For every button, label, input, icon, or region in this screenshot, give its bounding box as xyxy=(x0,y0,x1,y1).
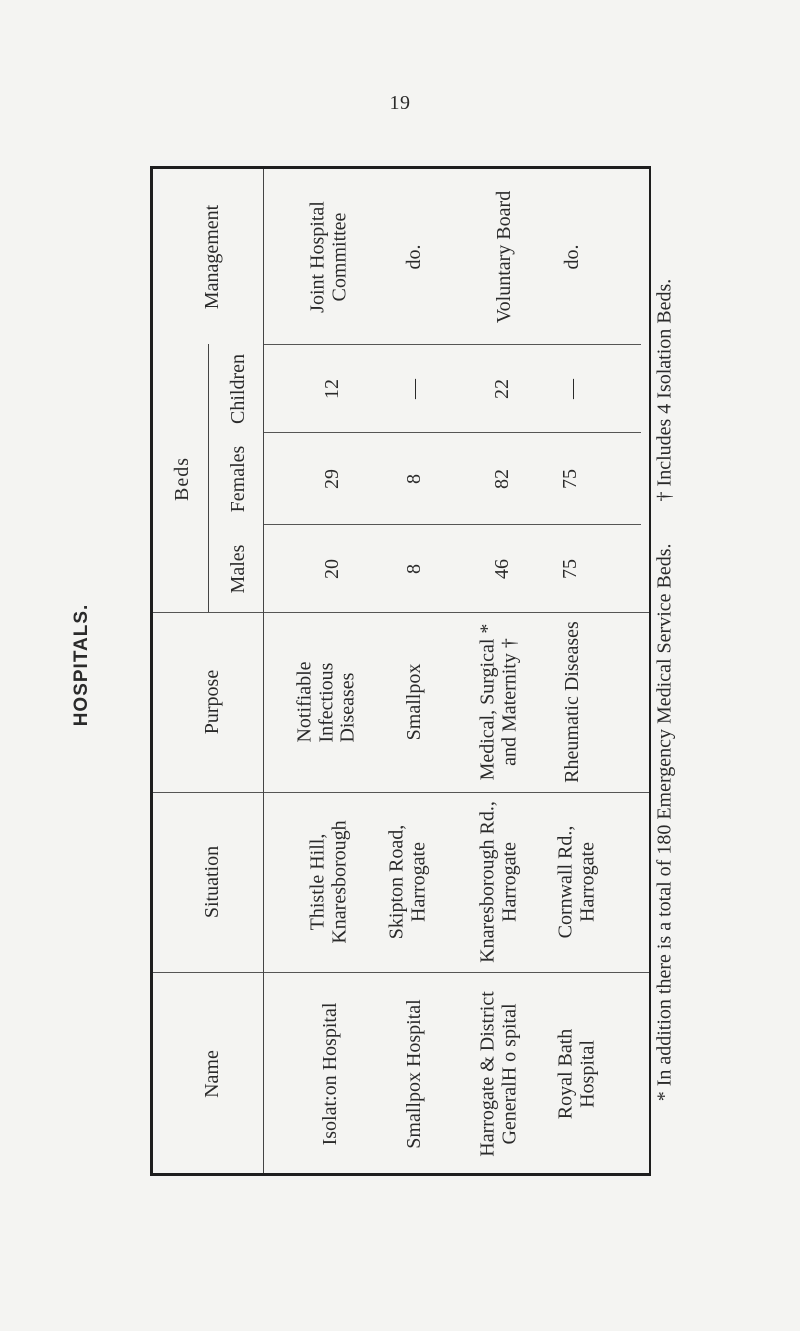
cell-females: 29 xyxy=(321,469,344,489)
cell-purpose: Rheumatic Diseases xyxy=(561,621,584,783)
cell-name: Harrogate & District GeneralH o spital xyxy=(476,991,520,1157)
header-females: Females xyxy=(227,445,250,513)
header-children: Children xyxy=(227,354,250,424)
cell-purpose: Smallpox xyxy=(403,663,426,741)
footnote-dagger: † Includes 4 Isolation Beds. xyxy=(653,278,676,502)
cell-situation: Thistle Hill, Knaresborough xyxy=(306,820,350,944)
rule-females-males xyxy=(263,524,641,525)
cell-management: do. xyxy=(403,244,426,270)
header-males: Males xyxy=(227,544,250,594)
cell-females: 82 xyxy=(491,469,514,489)
rule-beds-group xyxy=(208,344,209,612)
cell-name: Royal Bath Hospital xyxy=(554,1028,598,1120)
cell-situation: Skipton Road, Harrogate xyxy=(385,824,429,940)
cell-management: Voluntary Board xyxy=(493,190,516,324)
rule-management-beds xyxy=(263,344,641,345)
page-number: 19 xyxy=(389,92,411,114)
cell-name: Smallpox Hospital xyxy=(403,999,426,1149)
cell-males: 46 xyxy=(491,559,514,579)
cell-males: 20 xyxy=(321,559,344,579)
footnote-star: * In addition there is a total of 180 Emergency Medical Service Beds. xyxy=(653,543,676,1102)
rule-header-body xyxy=(263,169,264,1173)
cell-males: 75 xyxy=(559,559,582,579)
cell-children: — xyxy=(561,379,584,399)
cell-females: 8 xyxy=(403,474,426,484)
cell-name: Isolat:on Hospital xyxy=(319,1002,342,1146)
cell-situation: Cornwall Rd., Harrogate xyxy=(554,825,598,939)
header-situation: Situation xyxy=(201,845,224,919)
cell-management: Joint Hospital Committee xyxy=(306,201,350,313)
cell-children: 12 xyxy=(321,379,344,399)
rule-purpose-situation xyxy=(153,792,649,793)
side-label-hospitals: HOSPITALS. xyxy=(71,603,92,727)
cell-females: 75 xyxy=(559,469,582,489)
cell-purpose: Medical, Surgical * and Maternity † xyxy=(476,623,520,781)
header-name: Name xyxy=(201,1050,224,1098)
header-purpose: Purpose xyxy=(201,669,224,735)
rule-situation-name xyxy=(153,972,649,973)
cell-purpose: Notifiable Infectious Diseases xyxy=(293,661,359,743)
cell-management: do. xyxy=(561,244,584,270)
cell-children: — xyxy=(403,379,426,399)
header-beds: Beds xyxy=(171,457,194,501)
cell-situation: Knaresborough Rd., Harrogate xyxy=(476,801,520,963)
header-management: Management xyxy=(201,204,224,310)
footnotes xyxy=(654,279,677,1102)
rule-children-females xyxy=(263,432,641,433)
rule-beds-purpose xyxy=(153,612,649,613)
cell-children: 22 xyxy=(491,379,514,399)
cell-males: 8 xyxy=(403,564,426,574)
hospitals-table xyxy=(150,166,651,1176)
